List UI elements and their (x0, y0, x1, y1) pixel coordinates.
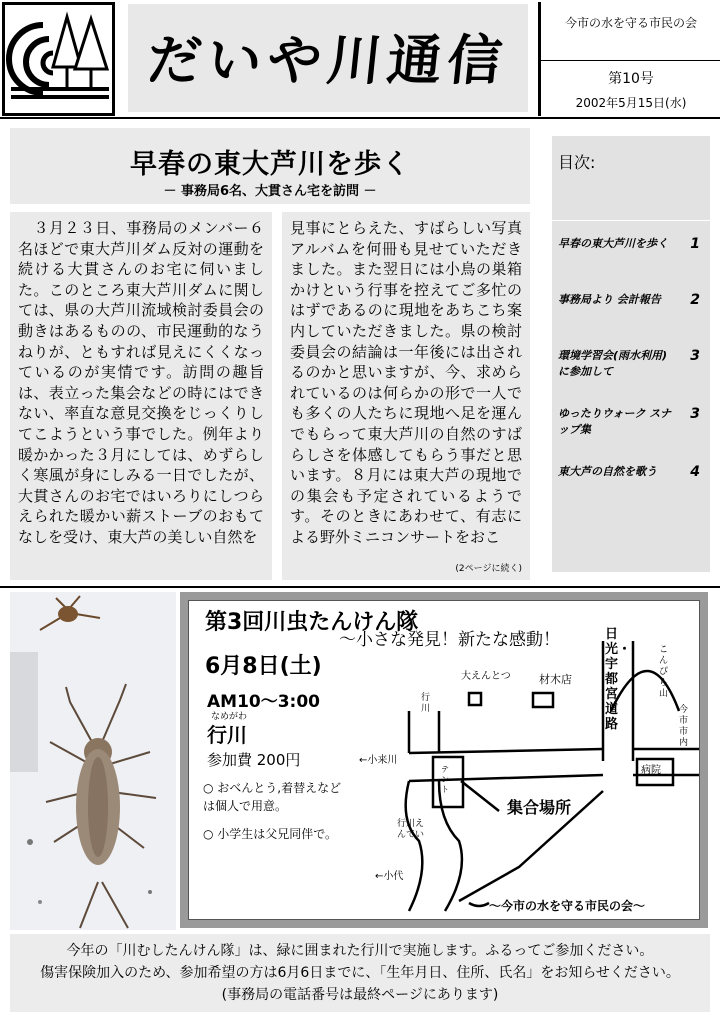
toc-item-page: 3 (690, 406, 700, 422)
map-label-road: 日光・宇都宮道路 (605, 627, 632, 732)
toc-item-label: 東大芦の自然を歌う (558, 465, 657, 478)
masthead (0, 0, 720, 118)
map-label-shop: 材木店 (539, 673, 572, 686)
article-text-1: ３月２３日、事務局のメンバー６名ほどで東大芦川ダム反対の運動を続ける大貫さんのお宅に伺いました。このところ東大芦川ダムに関しては、県の大芦川流域検討委員会の動きはあるものの、市民運動的なうねりが、ともすれば見えにくくなっているのが実情です。訪問の趣旨は、表立った集会などの時にはできない、率直な意見交換をじっくりしてこようという事でした。例年より暖かかった３月にしては、めずらしく寒風が身にしみる一日でしたが、大貫さんのお宅ではいろりにしつらえられた暖かい薪ストーブのおもてなしを受け、東大芦の美しい自然を (18, 219, 264, 546)
toc-item-page: 1 (690, 236, 700, 252)
notice-line-2: 傷害保険加入のため、参加希望の方は6月6日までに、「生年月日、住所、氏名」をお知らせください。 (40, 965, 680, 981)
flyer-time: AM10～3:00 (207, 692, 321, 712)
table-of-contents (552, 136, 710, 572)
article-headline: 早春の東大芦川を歩く (130, 149, 410, 180)
aquatic-insect-image (10, 592, 176, 930)
map-label-meeting-place: 集合場所 (507, 798, 572, 817)
issue-divider (541, 60, 720, 61)
toc-item-label: 事務局より 会計報告 (558, 293, 661, 306)
event-notice (10, 934, 710, 1012)
article-subheadline: － 事務局6名、大貫さん宅を訪問 － (163, 184, 377, 199)
flyer-date: 6月8日(土) (205, 654, 322, 679)
flyer-fee: 参加費 200円 (207, 751, 301, 769)
place-ruby: なめがわ (211, 712, 248, 722)
map-label-namegawa: 行川 (421, 693, 431, 714)
toc-item-label: ゆったりウォーク スナップ集 (558, 407, 672, 436)
flyer-place: 行川 (207, 723, 247, 747)
newsletter-title: だいや川通信 (144, 28, 511, 92)
organization-name: 今市の水を守る市民の会 (564, 16, 697, 30)
toc-title: 目次: (558, 153, 596, 172)
trees-river-logo-icon (5, 5, 112, 113)
flyer-note-1: ○ おべんとう,着替えなどは個人で用意。 (203, 781, 342, 813)
flyer-note-1-text: おべんとう,着替えなどは個人で用意。 (203, 781, 342, 813)
map-label-namegawa-teien: 行川えんてい (397, 819, 425, 840)
notice-line-3: (事務局の電話番号は最終ページにあります) (221, 987, 499, 1003)
toc-item-label: 早春の東大芦川を歩く (558, 237, 668, 250)
flyer-note-2: ○ 小学生は父兄同伴で。 (203, 827, 338, 841)
map-label-kosugi: ←小来川 (359, 755, 398, 766)
flyer-note-2-text: 小学生は父兄同伴で。 (217, 827, 338, 841)
continued-note: (2ページに続く) (455, 564, 522, 574)
article-column-2 (282, 212, 530, 580)
toc-item-label: 環境学習会(雨水利用)に参加して (558, 349, 668, 378)
map-label-daienroto: 大えんとつ (461, 671, 511, 682)
issue-date: 2002年5月15日(水) (575, 96, 687, 110)
article-column-1 (10, 212, 272, 580)
map-label-hospital: 病院 (641, 765, 661, 776)
toc-item-page: 2 (690, 292, 700, 308)
title-banner (128, 4, 528, 112)
flyer-paper (188, 600, 700, 920)
article-text-2: 見事にとらえた、すばらしい写真アルバムを何冊も見せていただきました。また翌日には小鳥の巣箱かけという行事を控えてご多忙のはずであるのに現地をあちこち案内していただきました。県の検討委員会の結論は一年後には出されるのかと思いますが、今、求められているのは何らかの形で一人でも多くの人たちに現地へ足を運んでもらって東大芦川の自然のすばらしさを体感してもらう事だと思います。８月には東大芦の現地での集会も予定されているようです。そのときにあわせて、有志による野外ミニコンサートをおこ (290, 219, 522, 546)
toc-item-page: 3 (690, 348, 700, 364)
notice-line-1: 今年の「川むしたんけん隊」は、緑に囲まれた行川で実施します。ふるってご参加ください。 (66, 943, 654, 959)
flyer-tagline: ～小さな発見！新たな感動！ (339, 630, 560, 650)
event-flyer (180, 592, 708, 928)
masthead-rule (0, 117, 720, 119)
issue-number: 第10号 (608, 71, 654, 87)
toc-divider (552, 220, 710, 221)
issue-info (538, 2, 720, 116)
insect-photo (10, 592, 176, 930)
flyer-title: 第3回川虫たんけん隊 (205, 610, 419, 635)
logo (2, 2, 115, 116)
map-label-mountain: こんぴら山 (659, 645, 669, 699)
map-label-imaichi: 今市市内 (679, 705, 689, 748)
map-label-kodai: ←小代 (375, 871, 404, 882)
section-divider (0, 586, 720, 588)
toc-item-page: 4 (690, 464, 700, 480)
flyer-signature: ～今市の水を守る市民の会～ (489, 899, 646, 913)
map-label-tent: テント (441, 765, 449, 794)
headline-box (10, 128, 530, 204)
